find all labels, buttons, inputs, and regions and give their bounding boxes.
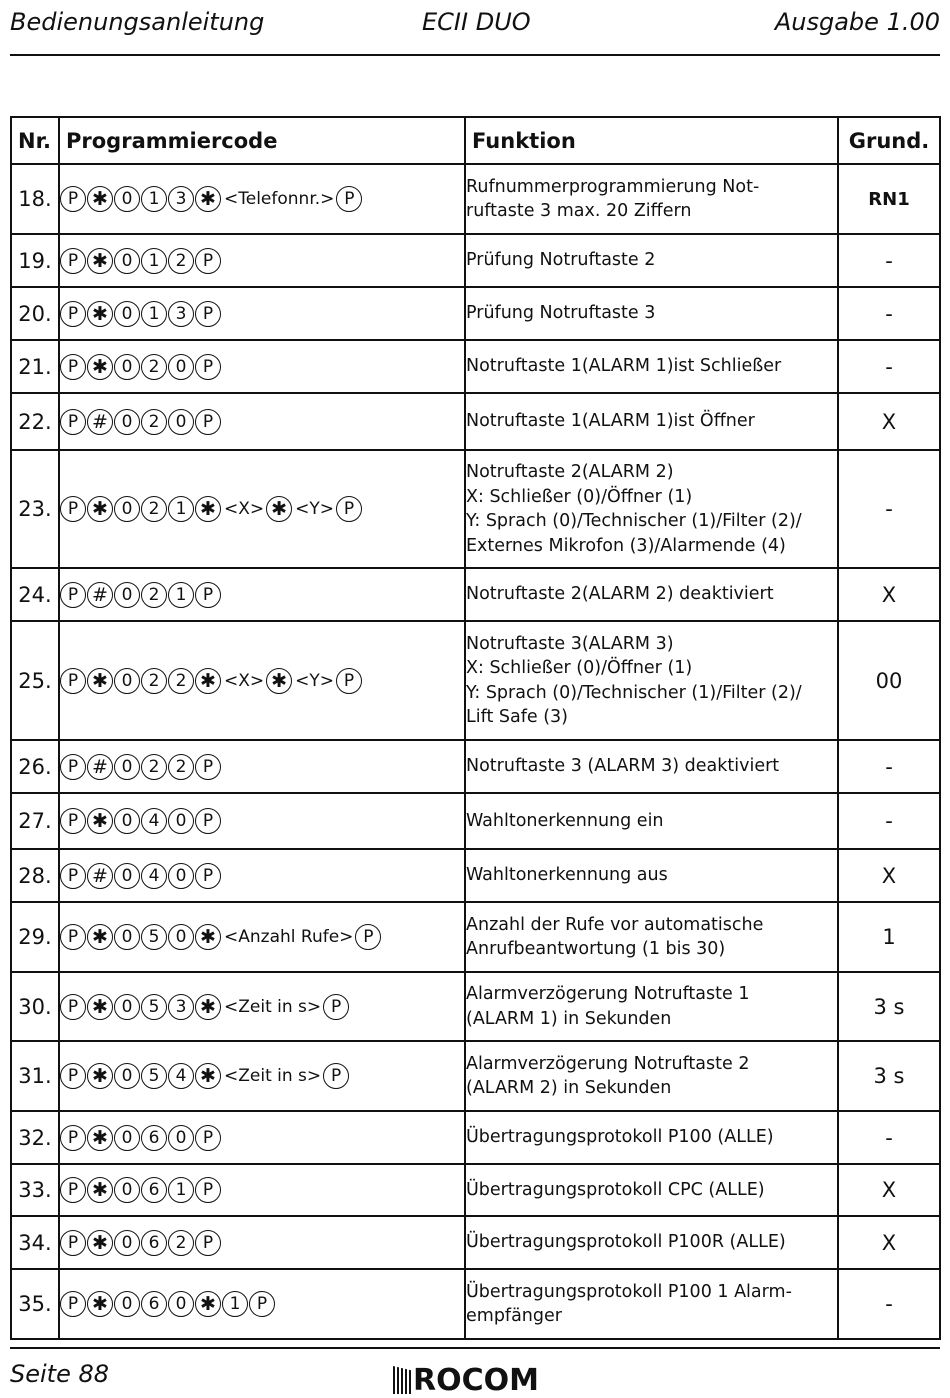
digit-key-icon: 6 [141, 1230, 167, 1256]
default-value: X [838, 849, 940, 902]
programming-code [59, 740, 465, 793]
table-row [11, 340, 940, 393]
default-value: - [838, 287, 940, 340]
function-line: Übertragungsprotokoll P100 1 Alarm- [466, 1281, 792, 1302]
table-row [11, 234, 940, 287]
p-key-icon: P [195, 409, 221, 435]
digit-key-icon: 0 [168, 354, 194, 380]
code-parameter: <Anzahl Rufe> [224, 927, 354, 947]
digit-key-icon: 1 [141, 248, 167, 274]
edition: Ausgabe 1.00 [774, 8, 940, 36]
default-value: RN1 [838, 164, 940, 234]
star-key-icon: ✱ [87, 668, 113, 694]
function-line: Alarmverzögerung Notruftaste 2 [466, 1053, 750, 1074]
star-key-icon: ✱ [195, 994, 221, 1020]
function-line: Externes Mikrofon (3)/Alarmende (4) [466, 535, 786, 556]
programming-code [59, 287, 465, 340]
table-row [11, 740, 940, 793]
p-key-icon: P [195, 1125, 221, 1151]
row-number: 30. [11, 972, 59, 1041]
programming-code [59, 1269, 465, 1339]
digit-key-icon: 0 [114, 924, 140, 950]
p-key-icon: P [195, 582, 221, 608]
p-key-icon: P [249, 1291, 275, 1317]
programming-code [59, 164, 465, 234]
default-value: X [838, 393, 940, 450]
table-row [11, 972, 940, 1041]
table-row [11, 164, 940, 234]
p-key-icon: P [60, 1177, 86, 1203]
function-line: ruftaste 3 max. 20 Ziffern [466, 201, 692, 221]
row-number: 35. [11, 1269, 59, 1339]
row-number: 24. [11, 568, 59, 621]
programming-code [59, 393, 465, 450]
function-description [465, 1041, 838, 1111]
column-header-code: Programmiercode [59, 117, 465, 164]
table-row [11, 902, 940, 972]
p-key-icon: P [195, 754, 221, 780]
function-description [465, 568, 838, 621]
code-parameter: <Y> [295, 670, 335, 691]
digit-key-icon: 0 [114, 668, 140, 694]
digit-key-icon: 0 [114, 186, 140, 212]
p-key-icon: P [60, 994, 86, 1020]
logo-mark-icon [393, 1366, 411, 1394]
p-key-icon: P [195, 1177, 221, 1203]
digit-key-icon: 5 [141, 994, 167, 1020]
p-key-icon: P [60, 582, 86, 608]
function-description [465, 1216, 838, 1269]
p-key-icon: P [195, 354, 221, 380]
default-value: - [838, 234, 940, 287]
programming-code [59, 340, 465, 393]
function-description [465, 740, 838, 793]
p-key-icon: P [195, 301, 221, 327]
p-key-icon: P [195, 863, 221, 889]
row-number: 32. [11, 1111, 59, 1164]
p-key-icon: P [195, 808, 221, 834]
row-number: 21. [11, 340, 59, 393]
column-header-default: Grund. [838, 117, 940, 164]
function-description [465, 287, 838, 340]
star-key-icon: ✱ [87, 186, 113, 212]
digit-key-icon: 2 [141, 354, 167, 380]
star-key-icon: ✱ [195, 924, 221, 950]
table-row [11, 1164, 940, 1216]
star-key-icon: ✱ [87, 1291, 113, 1317]
default-value: - [838, 340, 940, 393]
digit-key-icon: 0 [114, 582, 140, 608]
p-key-icon: P [60, 301, 86, 327]
digit-key-icon: 1 [168, 1177, 194, 1203]
programming-code [59, 1164, 465, 1216]
function-description [465, 234, 838, 287]
star-key-icon: ✱ [87, 1063, 113, 1089]
code-parameter: <Telefonnr.> [224, 189, 335, 209]
code-parameter: <X> [224, 670, 265, 691]
function-line: Notruftaste 1(ALARM 1)ist Öffner [466, 411, 755, 432]
star-key-icon: ✱ [195, 1291, 221, 1317]
star-key-icon: ✱ [87, 1177, 113, 1203]
p-key-icon: P [60, 354, 86, 380]
function-line: Prüfung Notruftaste 2 [466, 250, 656, 271]
digit-key-icon: 2 [168, 668, 194, 694]
star-key-icon: ✱ [87, 994, 113, 1020]
function-line: Notruftaste 1(ALARM 1)ist Schließer [466, 356, 782, 377]
digit-key-icon: 6 [141, 1177, 167, 1203]
function-line: X: Schließer (0)/Öffner (1) [466, 658, 693, 678]
digit-key-icon: 5 [141, 924, 167, 950]
digit-key-icon: 0 [168, 924, 194, 950]
p-key-icon: P [60, 924, 86, 950]
default-value: - [838, 793, 940, 849]
row-number: 19. [11, 234, 59, 287]
default-value: X [838, 568, 940, 621]
digit-key-icon: 4 [141, 808, 167, 834]
star-key-icon: ✱ [87, 496, 113, 522]
code-parameter: <X> [224, 499, 265, 519]
digit-key-icon: 1 [168, 496, 194, 522]
default-value: - [838, 740, 940, 793]
digit-key-icon: 3 [168, 994, 194, 1020]
digit-key-icon: 6 [141, 1291, 167, 1317]
p-key-icon: P [60, 1125, 86, 1151]
star-key-icon: ✱ [195, 1063, 221, 1089]
programming-code [59, 1111, 465, 1164]
p-key-icon: P [60, 1063, 86, 1089]
star-key-icon: ✱ [87, 354, 113, 380]
function-description [465, 793, 838, 849]
default-value: 3 s [838, 1041, 940, 1111]
function-line: Übertragungsprotokoll P100 (ALLE) [466, 1127, 774, 1148]
p-key-icon: P [60, 863, 86, 889]
function-line: Notruftaste 3 (ALARM 3) deaktiviert [466, 756, 780, 777]
digit-key-icon: 2 [141, 409, 167, 435]
product-name: ECII DUO [422, 8, 531, 36]
programming-code [59, 849, 465, 902]
table-row [11, 1041, 940, 1111]
programming-code [59, 972, 465, 1041]
row-number: 23. [11, 450, 59, 568]
function-line: Wahltonerkennung ein [466, 810, 664, 831]
table-row [11, 568, 940, 621]
star-key-icon: ✱ [266, 668, 292, 694]
digit-key-icon: 6 [141, 1125, 167, 1151]
digit-key-icon: 4 [168, 1063, 194, 1089]
function-description [465, 972, 838, 1041]
star-key-icon: ✱ [87, 1230, 113, 1256]
p-key-icon: P [60, 496, 86, 522]
column-header-function: Funktion [465, 117, 838, 164]
header-rule [10, 54, 940, 56]
logo-text: ROCOM [413, 1362, 539, 1398]
digit-key-icon: 2 [141, 668, 167, 694]
function-line: empfänger [466, 1306, 562, 1326]
star-key-icon: ✱ [87, 248, 113, 274]
digit-key-icon: 0 [168, 409, 194, 435]
table-row [11, 849, 940, 902]
function-line: Prüfung Notruftaste 3 [466, 303, 656, 324]
digit-key-icon: 0 [114, 994, 140, 1020]
p-key-icon: P [336, 668, 362, 694]
p-key-icon: P [323, 994, 349, 1020]
p-key-icon: P [336, 186, 362, 212]
digit-key-icon: 5 [141, 1063, 167, 1089]
programming-code [59, 1216, 465, 1269]
digit-key-icon: 4 [141, 863, 167, 889]
p-key-icon: P [195, 248, 221, 274]
function-line: Wahltonerkennung aus [466, 865, 668, 886]
programming-code [59, 793, 465, 849]
row-number: 20. [11, 287, 59, 340]
digit-key-icon: 0 [114, 1125, 140, 1151]
digit-key-icon: 3 [168, 186, 194, 212]
row-number: 33. [11, 1164, 59, 1216]
digit-key-icon: 0 [114, 1291, 140, 1317]
default-value: - [838, 1269, 940, 1339]
rocom-logo [393, 1363, 539, 1397]
digit-key-icon: 2 [141, 496, 167, 522]
function-description [465, 1164, 838, 1216]
page-number: Seite 88 [10, 1360, 110, 1388]
p-key-icon: P [336, 496, 362, 522]
function-description [465, 340, 838, 393]
default-value: X [838, 1216, 940, 1269]
function-line: Notruftaste 2(ALARM 2) [466, 462, 674, 482]
function-line: Übertragungsprotokoll CPC (ALLE) [466, 1179, 765, 1200]
function-description [465, 1269, 838, 1339]
row-number: 34. [11, 1216, 59, 1269]
programming-code [59, 234, 465, 287]
function-description [465, 1111, 838, 1164]
digit-key-icon: 2 [168, 754, 194, 780]
function-description [465, 621, 838, 740]
table-row [11, 1111, 940, 1164]
star-key-icon: ✱ [195, 186, 221, 212]
table-body [11, 164, 940, 1339]
star-key-icon: ✱ [87, 808, 113, 834]
table-header-row [11, 117, 940, 164]
digit-key-icon: 0 [168, 1125, 194, 1151]
star-key-icon: ✱ [87, 924, 113, 950]
p-key-icon: P [355, 924, 381, 950]
programming-table [10, 116, 941, 1340]
star-key-icon: ✱ [87, 1125, 113, 1151]
digit-key-icon: 0 [114, 754, 140, 780]
programming-code [59, 450, 465, 568]
default-value: X [838, 1164, 940, 1216]
table-row [11, 793, 940, 849]
digit-key-icon: 1 [141, 186, 167, 212]
digit-key-icon: 2 [141, 754, 167, 780]
table-row [11, 450, 940, 568]
row-number: 29. [11, 902, 59, 972]
column-header-nr: Nr. [11, 117, 59, 164]
function-description [465, 164, 838, 234]
digit-key-icon: 0 [114, 863, 140, 889]
digit-key-icon: 0 [114, 248, 140, 274]
table-row [11, 621, 940, 740]
page-header [10, 8, 940, 42]
digit-key-icon: 0 [114, 496, 140, 522]
hash-key-icon: # [87, 582, 113, 608]
function-description [465, 849, 838, 902]
function-line: X: Schließer (0)/Öffner (1) [466, 486, 693, 507]
p-key-icon: P [60, 248, 86, 274]
p-key-icon: P [60, 808, 86, 834]
table-row [11, 393, 940, 450]
function-line: Lift Safe (3) [466, 707, 569, 727]
digit-key-icon: 2 [168, 1230, 194, 1256]
hash-key-icon: # [87, 409, 113, 435]
digit-key-icon: 0 [114, 409, 140, 435]
digit-key-icon: 0 [114, 354, 140, 380]
row-number: 25. [11, 621, 59, 740]
function-line: Y: Sprach (0)/Technischer (1)/Filter (2)/ [466, 511, 802, 531]
code-parameter: <Y> [295, 499, 335, 519]
function-line: Alarmverzögerung Notruftaste 1 [466, 984, 750, 1004]
programming-code [59, 568, 465, 621]
code-parameter: <Zeit in s> [224, 1066, 322, 1086]
star-key-icon: ✱ [195, 496, 221, 522]
function-line: (ALARM 1) in Sekunden [466, 1008, 672, 1029]
row-number: 22. [11, 393, 59, 450]
default-value: - [838, 1111, 940, 1164]
digit-key-icon: 0 [114, 301, 140, 327]
code-parameter: <Zeit in s> [224, 996, 322, 1017]
star-key-icon: ✱ [266, 496, 292, 522]
table-row [11, 287, 940, 340]
p-key-icon: P [60, 754, 86, 780]
digit-key-icon: 2 [168, 248, 194, 274]
function-description [465, 450, 838, 568]
row-number: 18. [11, 164, 59, 234]
function-line: Rufnummerprogrammierung Not- [466, 176, 760, 197]
p-key-icon: P [195, 1230, 221, 1256]
hash-key-icon: # [87, 754, 113, 780]
row-number: 31. [11, 1041, 59, 1111]
function-line: (ALARM 2) in Sekunden [466, 1078, 672, 1098]
digit-key-icon: 0 [114, 1177, 140, 1203]
function-line: Notruftaste 3(ALARM 3) [466, 633, 674, 654]
manual-title: Bedienungsanleitung [10, 8, 265, 36]
function-line: Übertragungsprotokoll P100R (ALLE) [466, 1232, 786, 1253]
default-value: 1 [838, 902, 940, 972]
function-line: Anrufbeantwortung (1 bis 30) [466, 939, 726, 959]
default-value: 00 [838, 621, 940, 740]
digit-key-icon: 1 [141, 301, 167, 327]
digit-key-icon: 0 [168, 1291, 194, 1317]
default-value: - [838, 450, 940, 568]
footer-rule [10, 1347, 940, 1349]
programming-code [59, 1041, 465, 1111]
digit-key-icon: 0 [168, 808, 194, 834]
digit-key-icon: 0 [168, 863, 194, 889]
digit-key-icon: 1 [222, 1291, 248, 1317]
programming-code [59, 621, 465, 740]
row-number: 26. [11, 740, 59, 793]
p-key-icon: P [60, 1291, 86, 1317]
default-value: 3 s [838, 972, 940, 1041]
programming-code [59, 902, 465, 972]
digit-key-icon: 3 [168, 301, 194, 327]
digit-key-icon: 2 [141, 582, 167, 608]
p-key-icon: P [60, 1230, 86, 1256]
digit-key-icon: 0 [114, 808, 140, 834]
table-row [11, 1216, 940, 1269]
star-key-icon: ✱ [195, 668, 221, 694]
function-line: Y: Sprach (0)/Technischer (1)/Filter (2)/ [466, 682, 802, 703]
digit-key-icon: 0 [114, 1230, 140, 1256]
row-number: 28. [11, 849, 59, 902]
hash-key-icon: # [87, 863, 113, 889]
function-line: Anzahl der Rufe vor automatische [466, 914, 764, 935]
table-row [11, 1269, 940, 1339]
function-description [465, 902, 838, 972]
row-number: 27. [11, 793, 59, 849]
star-key-icon: ✱ [87, 301, 113, 327]
function-line: Notruftaste 2(ALARM 2) deaktiviert [466, 584, 774, 605]
p-key-icon: P [323, 1063, 349, 1089]
p-key-icon: P [60, 409, 86, 435]
digit-key-icon: 1 [168, 582, 194, 608]
digit-key-icon: 0 [114, 1063, 140, 1089]
function-description [465, 393, 838, 450]
p-key-icon: P [60, 186, 86, 212]
p-key-icon: P [60, 668, 86, 694]
